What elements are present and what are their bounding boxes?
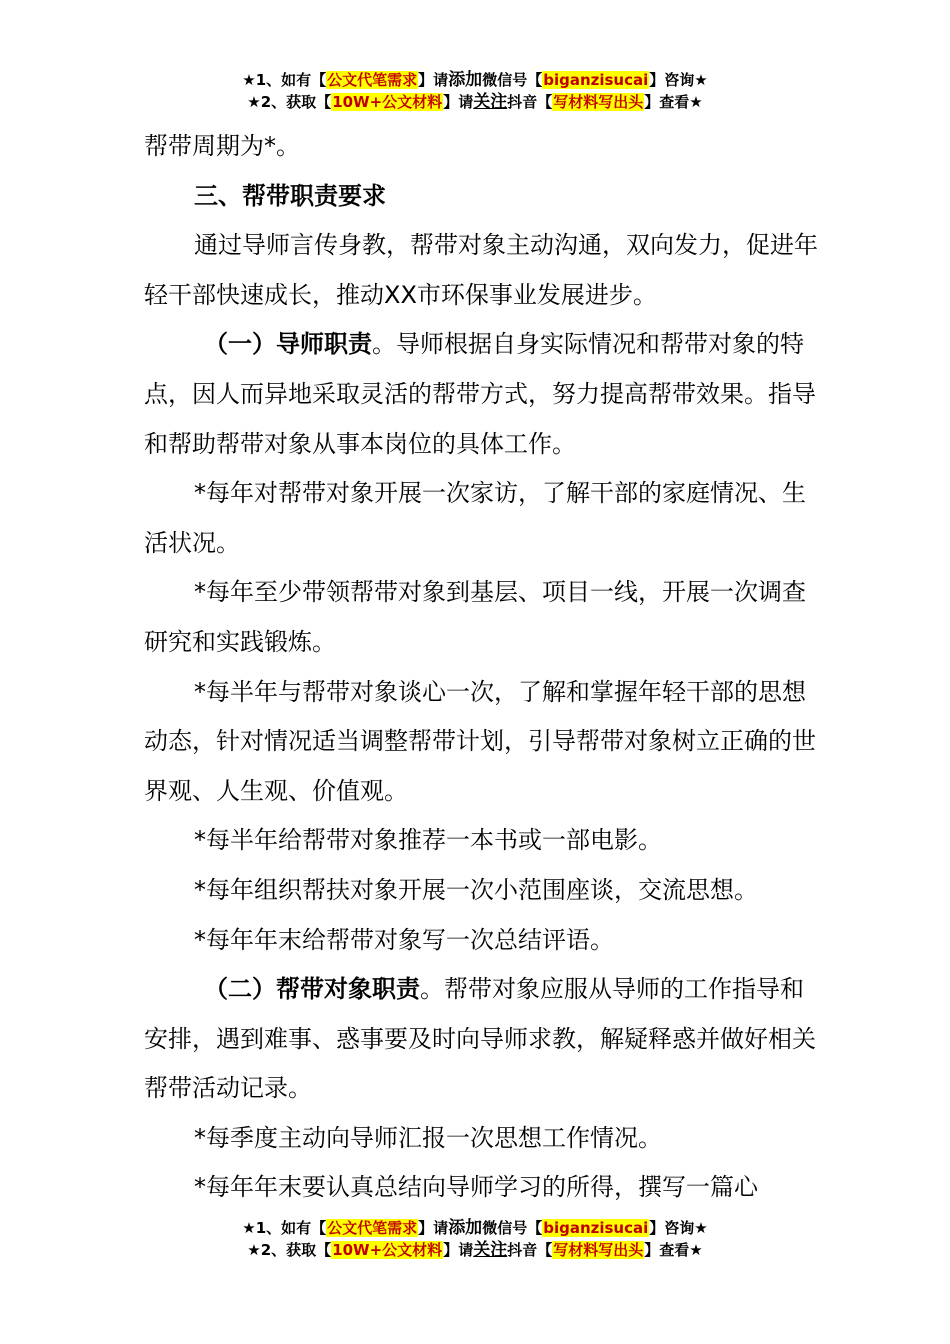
bottom-banner xyxy=(0,1218,950,1262)
subsection-title: （一）导师职责 xyxy=(204,330,372,359)
banner-text: 】查看★ xyxy=(644,1241,703,1259)
banner-highlight: 10W+公文材料 xyxy=(332,93,443,111)
banner-emphasis: 关注 xyxy=(473,1240,508,1260)
banner-text: 微信号【 xyxy=(482,71,543,89)
list-item: *每年对帮带对象开展一次家访，了解干部的家庭情况、生活状况。 xyxy=(144,479,806,557)
paragraph: 帮带周期为*。 xyxy=(144,132,300,160)
subsection-text: 。帮带对象应服从导师的工作指导和安排，遇到难事、惑事要及时向导师求教，解疑释惑并做好相关帮带活动记录。 xyxy=(144,975,816,1103)
banner-highlight: 10W+公文材料 xyxy=(332,1241,443,1259)
list-item: *每年年末要认真总结向导师学习的所得，撰写一篇心 xyxy=(194,1173,758,1202)
banner-text: ★2、获取【 xyxy=(247,1241,332,1259)
banner-line-1 xyxy=(0,1218,950,1240)
banner-text: 】咨询★ xyxy=(649,71,708,89)
list-item: *每半年给帮带对象推荐一本书或一部电影。 xyxy=(194,826,662,855)
list-item: *每年组织帮扶对象开展一次小范围座谈，交流思想。 xyxy=(194,875,758,904)
banner-text: 抖音【 xyxy=(507,93,553,111)
subsection-1 xyxy=(144,320,824,469)
list-item: *每半年与帮带对象谈心一次，了解和掌握年轻干部的思想动态，针对情况适当调整帮带计划，引导帮带对象树立正确的世界观、人生观、价值观。 xyxy=(144,677,816,805)
banner-highlight: 写材料写出头 xyxy=(553,93,644,111)
section-heading: 三、帮带职责要求 xyxy=(194,181,386,210)
subsection-text: 。导师根据自身实际情况和帮带对象的特点，因人而异地采取灵活的帮带方式，努力提高帮带效果。指导和帮助帮带对象从事本岗位的具体工作。 xyxy=(144,330,816,458)
banner-text: 】咨询★ xyxy=(649,1219,708,1237)
banner-text: ★1、如有【 xyxy=(242,71,327,89)
banner-text: 】查看★ xyxy=(644,93,703,111)
banner-emphasis: 添加 xyxy=(448,70,483,90)
subsection-title: （二）帮带对象职责 xyxy=(204,975,420,1004)
banner-text: ★1、如有【 xyxy=(242,1219,327,1237)
list-item: *每年年末给帮带对象写一次总结评语。 xyxy=(194,925,614,954)
banner-text: 】请 xyxy=(443,1241,474,1259)
list-item: *每年至少带领帮带对象到基层、项目一线，开展一次调查研究和实践锻炼。 xyxy=(144,578,806,656)
list-item: *每季度主动向导师汇报一次思想工作情况。 xyxy=(194,1123,662,1152)
banner-line-2 xyxy=(0,1240,950,1262)
banner-text: 】请 xyxy=(418,1219,449,1237)
banner-emphasis: 关注 xyxy=(473,92,508,112)
document-body xyxy=(144,122,824,1213)
subsection-2 xyxy=(144,965,824,1114)
banner-line-2 xyxy=(0,92,950,114)
banner-highlight: 写材料写出头 xyxy=(553,1241,644,1259)
banner-text: 抖音【 xyxy=(507,1241,553,1259)
top-banner xyxy=(0,70,950,114)
banner-text: ★2、获取【 xyxy=(247,93,332,111)
banner-text: 】请 xyxy=(443,93,474,111)
banner-highlight: 公文代笔需求 xyxy=(327,71,418,89)
banner-emphasis: 添加 xyxy=(448,1218,483,1238)
banner-highlight: 公文代笔需求 xyxy=(327,1219,418,1237)
banner-highlight: biganzisucai xyxy=(543,71,649,89)
banner-line-1 xyxy=(0,70,950,92)
paragraph: 通过导师言传身教，帮带对象主动沟通，双向发力，促进年轻干部快速成长，推动XX市环保事业发展进步。 xyxy=(144,231,818,309)
banner-text: 微信号【 xyxy=(482,1219,543,1237)
banner-highlight: biganzisucai xyxy=(543,1219,649,1237)
banner-text: 】请 xyxy=(418,71,449,89)
